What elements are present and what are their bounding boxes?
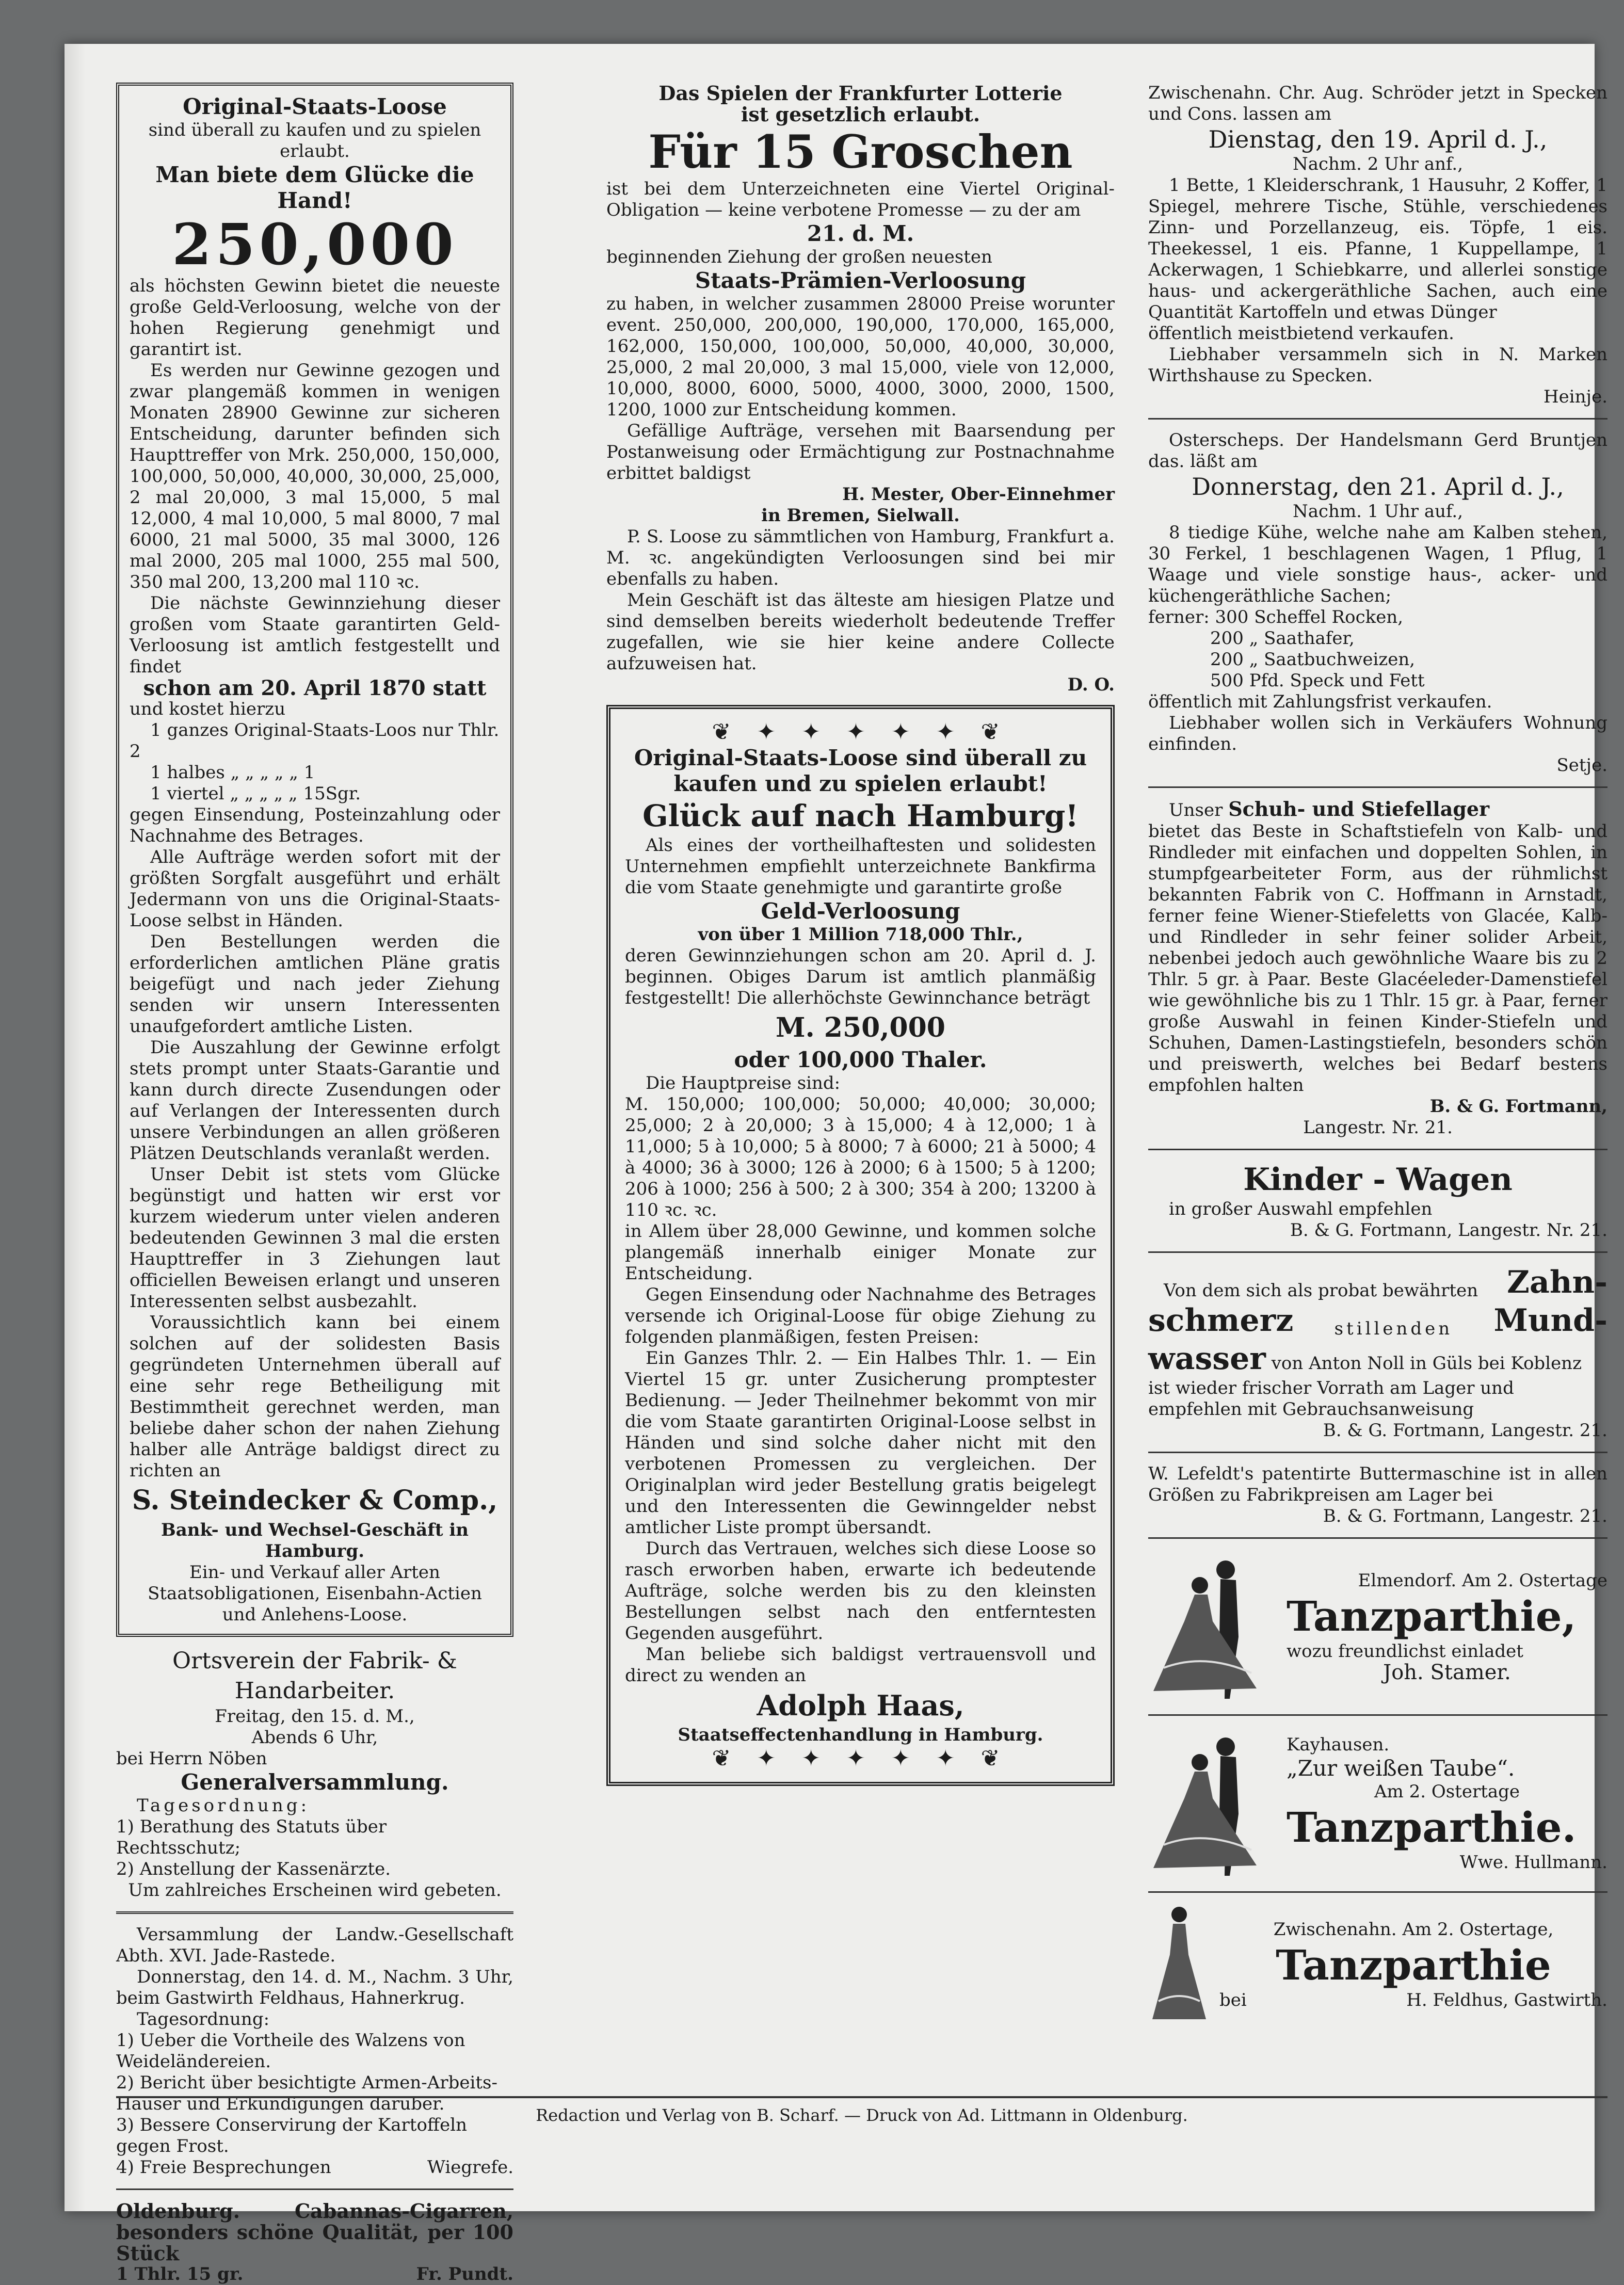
ad-paragraph: ferner: 300 Scheffel Rocken, <box>1148 607 1404 627</box>
ad-paragraph: Zwischenahn. Chr. Aug. Schröder jetzt in Specken und Cons. lassen am <box>1148 83 1607 124</box>
divider <box>1148 786 1607 788</box>
agenda-item: 1) Ueber die Vortheile des Walzens von Weideländereien. <box>116 2030 465 2072</box>
ad-big-title: Kinder - Wagen <box>1243 1162 1513 1198</box>
draw-date: schon am 20. April 1870 statt <box>143 676 487 700</box>
ad-paragraph: W. Lefeldt's patentirte Buttermaschine ist in allen Größen zu Fabrikpreisen am Lager bei <box>1148 1463 1607 1505</box>
ad-big-word: Zahn- <box>1507 1264 1607 1300</box>
ad-paragraph: Die Auszahlung der Gewinne erfolgt stets prompt unter Staats-Garantie und kann durch directe Zusendungen oder auf Verlangen der Interessenten durch unsere Verbindungen an allen größeren Plätzen Deutschlands veranlaßt werden. <box>130 1037 500 1164</box>
ad-tanz-kayhausen <box>1148 1726 1607 1881</box>
ad-line: Von dem sich als probat bewährten <box>1164 1280 1478 1301</box>
agenda-item: 2) Bericht über besichtigte Armen-Arbeits-Häuser und Erkundigungen darüber. <box>116 2072 497 2114</box>
signature: Fr. Pundt. <box>416 2264 513 2284</box>
ad-heading: Geld-Verloosung <box>761 898 960 924</box>
agenda-item: 4) Freie Besprechungen <box>116 2157 331 2178</box>
auction-time: Nachm. 1 Uhr auf., <box>1292 501 1464 522</box>
ad-kinderwagen <box>1148 1161 1607 1241</box>
ad-paragraph: öffentlich meistbietend verkaufen. <box>1148 323 1454 344</box>
ornament-border: ❦ ✦ ✦ ✦ ✦ ✦ ❦ <box>712 1745 1009 1772</box>
ad-line: stillenden <box>1334 1318 1453 1339</box>
signature: B. & G. Fortmann, Langestr. 21. <box>1323 1420 1607 1441</box>
ad-bruntjen <box>1148 430 1607 776</box>
ad-heading: Das Spielen der Frankfurter Lotterie <box>658 82 1063 105</box>
ad-landwirtschaft <box>116 1924 513 2178</box>
ad-paragraph: Die nächste Gewinnziehung dieser großen vom Staate garantirten Geld-Verloosung ist amtlich festgestellt und findet <box>130 593 500 677</box>
firm-name: Adolph Haas, <box>757 1689 964 1722</box>
ad-paragraph: Es werden nur Gewinne gezogen und zwar plangemäß kommen in wenigen Monaten 28900 Gewinne zur sicheren Entscheidung, darunter befinden sich Haupttreffer von Mrk. 250,000, 150,000, 100,000, 50,000, 40,000, 30,000, 25,000, 2 mal 20,000, 3 mal 15,000, 5 mal 12,000, 4 mal 10,000, 5 mal 8000, 7 mal 6000, 21 mal 5000, 35 mal 3000, 126 mal 2000, 205 mal 1000, 255 mal 500, 350 mal 200, 13,200 mal 110 ꝛc. <box>130 360 500 592</box>
firm-line: Ein- und Verkauf aller Arten Staatsobligationen, Eisenbahn-Actien und Anlehens-Loose. <box>148 1562 482 1625</box>
ornament-border: ❦ ✦ ✦ ✦ ✦ ✦ ❦ <box>712 719 1009 745</box>
ad-line: Elmendorf. Am 2. Ostertage <box>1358 1570 1607 1591</box>
dancing-couple-illustration <box>1148 1726 1277 1881</box>
signature: B. & G. Fortmann, Langestr. Nr. 21. <box>1290 1220 1607 1241</box>
signature: in Bremen, Sielwall. <box>761 505 960 526</box>
dancing-couple-illustration <box>1148 1549 1277 1704</box>
ad-paragraph: Liebhaber wollen sich in Verkäufers Wohnung einfinden. <box>1148 713 1607 754</box>
divider <box>1148 1251 1607 1253</box>
ad-line: Abends 6 Uhr, <box>251 1727 378 1748</box>
ad-paragraph: als höchsten Gewinn bietet die neueste große Geld-Verloosung, welche von der hohen Regierung genehmigt und garantirt ist. <box>130 276 500 360</box>
ad-heading: Generalversammlung. <box>181 1769 449 1795</box>
ad-heading: Schuh- und Stiefellager <box>1228 797 1490 820</box>
ad-title: Original-Staats-Loose <box>183 94 447 119</box>
auction-date: Dienstag, den 19. April d. J., <box>1208 125 1548 153</box>
ad-mester <box>606 83 1115 696</box>
ad-tanz-zwischenahn <box>1148 1903 1607 2027</box>
prize-amount: 250,000 <box>172 211 458 278</box>
ad-heading: ist gesetzlich erlaubt. <box>741 103 980 126</box>
ad-schroeder <box>1148 83 1607 408</box>
ad-paragraph: Versammlung der Landw.-Gesellschaft Abth. XVI. Jade-Rastede. <box>116 1924 513 1966</box>
divider <box>1148 1452 1607 1453</box>
ad-heading: Original-Staats-Loose sind überall zu kaufen und zu spielen erlaubt! <box>634 745 1087 796</box>
firm-line: Bank- und Wechsel-Geschäft in Hamburg. <box>161 1520 469 1562</box>
ad-paragraph: Den Bestellungen werden die erforderlichen amtlichen Pläne gratis beigefügt und nach jeder Ziehung senden wir unsern Interessenten unaufgefordert amtliche Listen. <box>130 931 500 1037</box>
agenda-label: Tagesordnung: <box>137 1795 310 1816</box>
ad-paragraph: Liebhaber versammeln sich in N. Marken Wirthshause zu Specken. <box>1148 344 1607 386</box>
ad-big-title: Glück auf nach Hamburg! <box>642 798 1079 833</box>
ad-paragraph: und kostet hierzu <box>130 699 286 719</box>
ad-amount: oder 100,000 Thaler. <box>734 1047 987 1072</box>
firm-line: Staatseffectenhandlung in Hamburg. <box>678 1725 1043 1745</box>
ad-line: Freitag, den 15. d. M., <box>215 1706 415 1727</box>
ad-line: sind überall zu kaufen und zu spielen erlaubt. <box>148 120 481 162</box>
ad-buttermaschine <box>1148 1463 1607 1527</box>
ad-heading: Staats-Prämien-Verloosung <box>695 268 1026 293</box>
ad-paragraph: Alle Aufträge werden sofort mit der größten Sorgfalt ausgeführt und erhält Jedermann von uns die Original-Staats-Loose selbst in Händen. <box>130 847 500 931</box>
divider <box>116 1911 513 1914</box>
ad-paragraph: öffentlich mit Zahlungsfrist verkaufen. <box>1148 691 1492 712</box>
signature-address: Langestr. Nr. 21. <box>1303 1117 1453 1138</box>
divider <box>1148 1537 1607 1539</box>
imprint-footer: Redaction und Verlag von B. Scharf. — Druck von Ad. Littmann in Oldenburg. <box>116 2096 1607 2125</box>
draw-date: 21. d. M. <box>807 221 914 246</box>
agenda-label: Tagesordnung: <box>137 2009 270 2030</box>
ad-paragraph: Ein Ganzes Thlr. 2. — Ein Halbes Thlr. 1. — Ein Viertel 15 gr. unter Zusicherung promptester Bedienung. — Jeder Theilnehmer bekommt von mir die vom Staate garantirten Original-Loose selbst in Händen und sind solche daher nicht mit den verbotenen Promessen zu vergleichen. Der Originalplan wird jeder Bestellung gratis beigelegt und den Interessenten die Gewinngelder nebst amtlicher Liste prompt übersandt. <box>625 1348 1096 1538</box>
ad-paragraph: 8 tiedige Kühe, welche nahe am Kalben stehen, 30 Ferkel, 1 beschlagenen Wagen, 1 Pflug, 1 Waage und viele sonstige haus-, acker- und küchengeräthliche Sachen; <box>1148 522 1607 606</box>
ad-paragraph: 200 „ Saathafer, <box>1210 628 1355 649</box>
ad-big-word: wasser <box>1148 1341 1266 1377</box>
ad-ortsverein <box>116 1646 513 1901</box>
ad-slogan: Man biete dem Glücke die Hand! <box>155 162 474 213</box>
ad-big-word: schmerz <box>1148 1302 1294 1339</box>
ad-line: bei <box>1219 1990 1247 2010</box>
signature: Wiegrefe. <box>427 2157 513 2178</box>
ad-line: von Anton Noll in Güls bei Koblenz ist wieder frischer Vorrath am Lager und empfehlen mit Gebrauchsanweisung <box>1148 1353 1582 1420</box>
ad-paragraph: Osterscheps. Der Handelsmann Gerd Bruntjen das. läßt am <box>1148 430 1607 472</box>
ad-paragraph: Mein Geschäft ist das älteste am hiesigen Platze und sind demselben bereits wiederholt bedeutende Treffer zugefallen, wie sie hier keine andere Collecte aufzuweisen hat. <box>606 590 1115 674</box>
price-line: 1 ganzes Original-Staats-Loos nur Thlr. 2 <box>130 720 500 762</box>
ad-paragraph: Gefällige Aufträge, versehen mit Baarsendung per Postanweisung oder Ermächtigung zur Postnachnahme erbittet baldigst <box>606 421 1115 484</box>
agenda-last-row <box>116 2157 513 2178</box>
ad-line: Um zahlreiches Erscheinen wird gebeten. <box>128 1880 502 1901</box>
page-edge <box>65 44 85 2211</box>
agenda-item: 1) Berathung des Statuts über Rechtsschutz; <box>116 1816 387 1858</box>
ad-big-title: Tanzparthie <box>1276 1941 1551 1989</box>
ad-paragraph: bietet das Beste in Schaftstiefeln von Kalb- und Rindleder mit einfachen und doppelten Sohlen, in stumpfgearbeiteter Form, aus der rühmlichst bekannten Fabrik von C. Hoffmann in Arnstadt, ferner feine Wiener-Stiefeletts von Glacée, Kalb- und Rindleder in sehr feiner solider Arbeit, nebenbei jedoch auch gewöhnliche Waare bis zu 2 Thlr. 5 gr. à Paar. Beste Glacéeleder-Damenstiefel wie gewöhnliche bis zu 1 Thlr. 15 gr. à Paar, ferner große Auswahl in feinen Kinder-Stiefeln und Schuhen, Damen-Lastingstiefeln, besonders schön und preiswerth, welches bei Bedarf bestens empfohlen halten <box>1148 821 1607 1096</box>
agenda-item: 3) Bessere Conservirung der Kartoffeln gegen Frost. <box>116 2115 467 2157</box>
ad-paragraph: Voraussichtlich kann bei einem solchen auf der solidesten Basis gegründeten Unternehmen überall auf eine sehr rege Betheiligung mit Bestimmtheit gerechnet werden, man beliebe daher schon der nahen Ziehung halber alle Anträge baldigst direct zu richten an <box>130 1312 500 1481</box>
ad-paragraph: zu haben, in welcher zusammen 28000 Preise worunter event. 250,000, 200,000, 190,000, 170,000, 165,000, 162,000, 150,000, 100,000, 50,000, 40,000, 30,000, 25,000, 2 mal 20,000, 3 mal 15,000, viele von 12,000, 10,000, 8000, 6000, 5000, 4000, 3000, 2000, 1500, 1200, 1000 zur Entscheidung kommen. <box>606 294 1115 420</box>
ad-cigarren <box>116 2200 513 2285</box>
ad-paragraph: ist bei dem Unterzeichneten eine Viertel Original-Obligation — keine verbotene Promesse — zu der am <box>606 179 1115 220</box>
signature: Wwe. Hullmann. <box>1459 1852 1607 1873</box>
ad-line: bei Herrn Nöben <box>116 1748 267 1769</box>
ad-paragraph: 1 Bette, 1 Kleiderschrank, 1 Hausuhr, 2 Koffer, 1 Spiegel, mehrere Tische, Stühle, verschiedenes Zinn- und Porzellanzeug, eis. Töpfe, 1 eis. Theekessel, 1 eis. Pfanne, 1 Kuppellampe, 1 Ackerwagen, 1 Schiebkarre, und allerlei sonstige haus- und ackergeräthliche Sachen, auch eine Quantität Kartoffeln und etwas Dünger <box>1148 175 1607 323</box>
ad-paragraph: Als eines der vortheilhaftesten und solidesten Unternehmen empfiehlt unterzeichnete Bankfirma die vom Staate genehmigte und garantirte große <box>625 835 1096 898</box>
signature: Setje. <box>1556 755 1607 776</box>
divider <box>1148 1891 1607 1893</box>
ad-line: Zwischenahn. Am 2. Ostertage, <box>1273 1919 1554 1940</box>
auction-date: Donnerstag, den 21. April d. J., <box>1192 473 1564 501</box>
price-line: 1 viertel „ „ „ „ „ 15Sgr. <box>150 783 361 804</box>
ad-paragraph: Gegen Einsendung oder Nachnahme des Betrages versende ich Original-Loose für obige Ziehung zu folgenden planmäßigen, festen Preisen: <box>625 1284 1096 1347</box>
divider <box>116 2189 513 2190</box>
signature: Joh. Stamer. <box>1383 1660 1511 1684</box>
ad-big-word: Mund- <box>1493 1302 1607 1339</box>
ad-line: in großer Auswahl empfehlen <box>1169 1199 1433 1219</box>
ad-paragraph: Unser Debit ist stets vom Glücke begünstigt und hatten wir erst vor kurzem wiederum unter vielen anderen bedeutenden Gewinnen 3 mal die ersten Haupttreffer in 3 Ziehungen laut officiellen Beweisen erlangt und unseren Interessenten selbst ausbezahlt. <box>130 1164 500 1312</box>
ad-mundwasser <box>1148 1263 1607 1441</box>
ad-line: wozu freundlichst einladet <box>1287 1640 1523 1662</box>
divider <box>1148 1149 1607 1150</box>
ad-steindecker <box>116 83 513 1637</box>
agenda-item: 2) Anstellung der Kassenärzte. <box>116 1859 391 1879</box>
ad-line: „Zur weißen Taube“. <box>1287 1755 1515 1781</box>
ad-line: Unser <box>1169 800 1223 820</box>
ad-paragraph: Die Hauptpreise sind: <box>646 1073 841 1093</box>
ad-tanz-elmendorf <box>1148 1549 1607 1704</box>
column-3 <box>1148 83 1607 2031</box>
lady-illustration <box>1148 1903 1210 2027</box>
price-line: 1 halbes „ „ „ „ „ 1 <box>150 762 315 783</box>
divider <box>1148 418 1607 420</box>
divider <box>1148 1714 1607 1716</box>
firm-name: S. Steindecker & Comp., <box>132 1485 498 1516</box>
ad-paragraph: gegen Einsendung, Posteinzahlung oder Nachnahme des Betrages. <box>130 804 500 846</box>
initials: D. O. <box>1067 674 1115 695</box>
signature: B. & G. Fortmann, Langestr. 21. <box>1323 1506 1607 1526</box>
column-1 <box>116 83 513 2285</box>
ad-price-row <box>116 2264 513 2285</box>
ad-haas <box>606 705 1115 1786</box>
ad-line: Am 2. Ostertage <box>1374 1781 1520 1802</box>
ad-paragraph: beginnenden Ziehung der großen neuesten <box>606 247 992 267</box>
ad-paragraph: Donnerstag, den 14. d. M., Nachm. 3 Uhr, beim Gastwirth Feldhaus, Hahnerkrug. <box>116 1967 513 2008</box>
auction-time: Nachm. 2 Uhr anf., <box>1292 154 1464 174</box>
ad-paragraph: 500 Pfd. Speck und Fett <box>1210 670 1425 691</box>
ad-big-title: Tanzparthie. <box>1287 1803 1577 1852</box>
price: 1 Thlr. 15 gr. <box>116 2264 244 2284</box>
ad-paragraph: P. S. Loose zu sämmtlichen von Hamburg, Frankfurt a. M. ꝛc. angekündigten Verloosungen sind bei mir ebenfalls zu haben. <box>606 526 1115 589</box>
signature: H. Mester, Ober-Einnehmer <box>842 484 1115 505</box>
ad-amount: M. 250,000 <box>776 1012 945 1043</box>
ad-big-title: Für 15 Groschen <box>648 125 1073 179</box>
ad-big-title: Tanzparthie, <box>1287 1591 1577 1640</box>
ad-title: Ortsverein der Fabrik- & Handarbeiter. <box>172 1648 457 1704</box>
signature: Heinje. <box>1543 387 1607 407</box>
column-2 <box>606 83 1115 1786</box>
ad-paragraph: M. 150,000; 100,000; 50,000; 40,000; 30,000; 25,000; 2 à 20,000; 3 à 15,000; 4 à 12,000; 1 à 11,000; 5 à 10,000; 5 à 8000; 7 à 6000; 21 à 5000; 4 à 4000; 36 à 3000; 126 à 2000; 6 à 1500; 5 à 1200; 206 à 1000; 256 à 500; 2 à 300; 354 à 200; 13200 à 110 ꝛc. ꝛc. <box>625 1094 1096 1220</box>
ad-fortmann-schuhe <box>1148 798 1607 1138</box>
ad-paragraph: Oldenburg. Cabannas-Cigarren, besonders schöne Qualität, per 100 Stück <box>116 2199 513 2265</box>
ad-amount: von über 1 Million 718,000 Thlr., <box>698 924 1023 945</box>
ad-paragraph: Man beliebe sich baldigst vertrauensvoll und direct zu wenden an <box>625 1644 1096 1686</box>
ad-paragraph: deren Gewinnziehungen schon am 20. April d. J. beginnen. Obiges Darum ist amtlich planmäßig festgestellt! Die allerhöchste Gewinnchance beträgt <box>625 945 1096 1008</box>
signature: B. & G. Fortmann, <box>1429 1096 1607 1117</box>
ad-paragraph: Durch das Vertrauen, welches sich diese Loose so rasch erworben haben, erwarte ich bedeutende Aufträge, solche werden bis zu den kleinsten Bestellungen selbst nach den entferntesten Gegenden ausgeführt. <box>625 1538 1096 1644</box>
ad-paragraph: 200 „ Saatbuchweizen, <box>1210 649 1416 670</box>
ad-line: Kayhausen. <box>1287 1734 1390 1755</box>
signature: H. Feldhus, Gastwirth. <box>1406 1990 1607 2010</box>
ad-paragraph: in Allem über 28,000 Gewinne, und kommen solche plangemäß innerhalb einiger Monate zur Entscheidung. <box>625 1221 1096 1284</box>
